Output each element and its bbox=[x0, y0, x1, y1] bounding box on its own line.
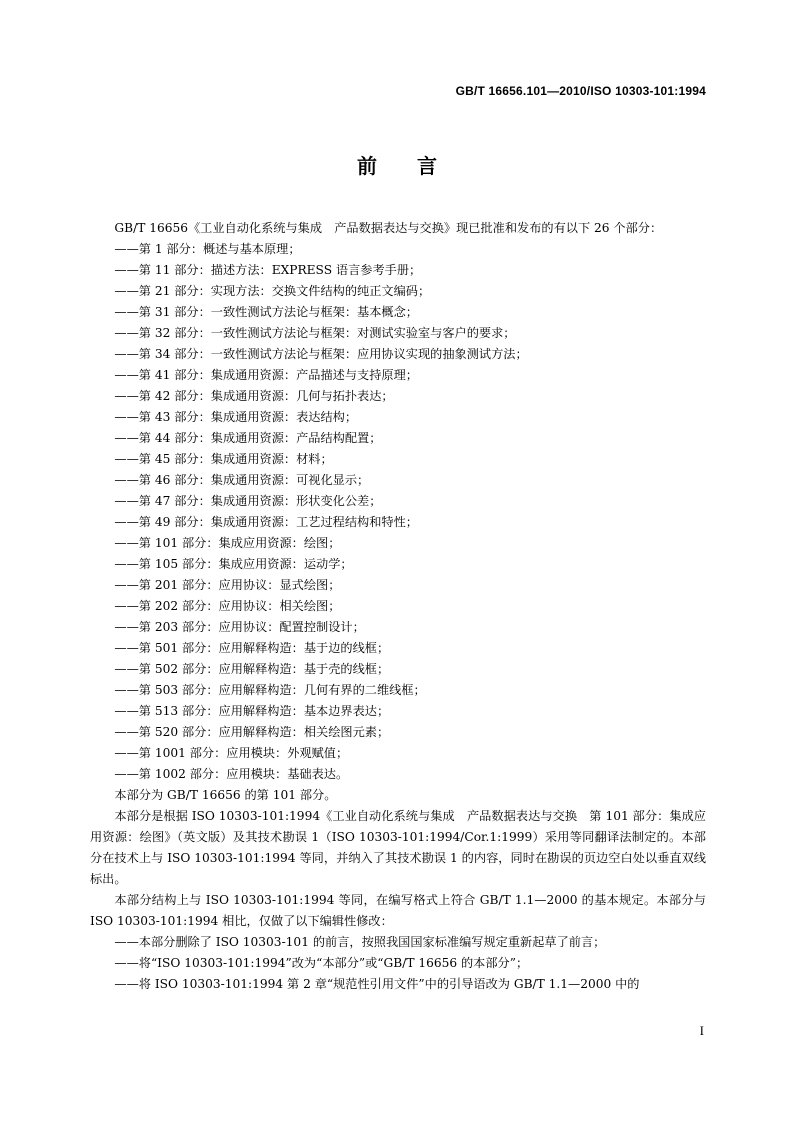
list-item: ——将 ISO 10303-101:1994 第 2 章“规范性引用文件”中的引导语改为 GB/T 1.1—2000 中的 bbox=[114, 977, 640, 991]
list-item: ——第 47 部分：集成通用资源：形状变化公差； bbox=[114, 494, 382, 508]
list-item: ——第 45 部分：集成通用资源：材料； bbox=[114, 452, 333, 466]
list-item: ——第 1 部分：概述与基本原理； bbox=[114, 242, 301, 256]
list-item: ——第 502 部分：应用解释构造：基于壳的线框； bbox=[114, 662, 390, 676]
changes-list bbox=[90, 932, 706, 995]
page-title: 前言 bbox=[357, 154, 477, 178]
intro-paragraph: GB/T 16656《工业自动化系统与集成 产品数据表达与交换》现已批准和发布的有以下 26 个部分： bbox=[114, 221, 663, 235]
list-item: ——第 513 部分：应用解释构造：基本边界表达； bbox=[114, 704, 390, 718]
list-item: ——第 101 部分：集成应用资源：绘图； bbox=[114, 536, 341, 550]
list-item: ——第 34 部分：一致性测试方法论与框架：应用协议实现的抽象测试方法； bbox=[114, 347, 528, 361]
list-item: ——第 31 部分：一致性测试方法论与框架：基本概念； bbox=[114, 305, 418, 319]
part-statement-paragraph: 本部分为 GB/T 16656 的第 101 部分。 bbox=[114, 788, 337, 802]
list-item: ——第 1001 部分：应用模块：外观赋值； bbox=[114, 746, 349, 760]
list-item: ——第 501 部分：应用解释构造：基于边的线框； bbox=[114, 641, 390, 655]
list-item: ——第 21 部分：实现方法：交换文件结构的纯正文编码； bbox=[114, 284, 431, 298]
list-item: ——第 32 部分：一致性测试方法论与框架：对测试实验室与客户的要求； bbox=[114, 326, 516, 340]
list-item: ——第 203 部分：应用协议：配置控制设计； bbox=[114, 620, 365, 634]
list-item: ——第 11 部分：描述方法：EXPRESS 语言参考手册； bbox=[114, 263, 422, 277]
standard-code: GB/T 16656.101—2010/ISO 10303-101:1994 bbox=[455, 84, 706, 98]
page-number: I bbox=[699, 1023, 704, 1038]
parts-list bbox=[90, 239, 706, 785]
adoption-paragraph: 本部分是根据 ISO 10303-101:1994《工业自动化系统与集成 产品数据表达与交换 第 101 部分：集成应用资源：绘图》（英文版）及其技术勘误 1（ISO 10303-101:1994/Cor.1:1999）采用等同翻译法制定的。本部分在技术上与 ISO 10303-101:1994 等同，并纳入了其技术勘误 1 的内容，同时在勘误的页边空白处以垂直双线标出。 bbox=[90, 809, 706, 886]
list-item: ——第 43 部分：集成通用资源：表达结构； bbox=[114, 410, 358, 424]
list-item: ——本部分删除了 ISO 10303-101 的前言，按照我国国家标准编写规定重新起草了前言； bbox=[114, 935, 606, 949]
list-item: ——第 44 部分：集成通用资源：产品结构配置； bbox=[114, 431, 382, 445]
list-item: ——第 503 部分：应用解释构造：几何有界的二维线框； bbox=[114, 683, 426, 697]
list-item: ——将“ISO 10303-101:1994”改为“本部分”或“GB/T 16656 的本部分”； bbox=[114, 956, 529, 970]
document-body bbox=[90, 218, 706, 995]
list-item: ——第 1002 部分：应用模块：基础表达。 bbox=[114, 767, 349, 781]
structure-paragraph: 本部分结构上与 ISO 10303-101:1994 等同，在编写格式上符合 GB/T 1.1—2000 的基本规定。本部分与 ISO 10303-101:1994 相比，仅做了以下编辑性修改： bbox=[90, 893, 706, 928]
list-item: ——第 201 部分：应用协议：显式绘图； bbox=[114, 578, 341, 592]
list-item: ——第 42 部分：集成通用资源：几何与拓扑表达； bbox=[114, 389, 394, 403]
list-item: ——第 41 部分：集成通用资源：产品描述与支持原理； bbox=[114, 368, 418, 382]
list-item: ——第 520 部分：应用解释构造：相关绘图元素； bbox=[114, 725, 390, 739]
list-item: ——第 202 部分：应用协议：相关绘图； bbox=[114, 599, 341, 613]
list-item: ——第 46 部分：集成通用资源：可视化显示； bbox=[114, 473, 370, 487]
list-item: ——第 49 部分：集成通用资源：工艺过程结构和特性； bbox=[114, 515, 418, 529]
list-item: ——第 105 部分：集成应用资源：运动学； bbox=[114, 557, 353, 571]
